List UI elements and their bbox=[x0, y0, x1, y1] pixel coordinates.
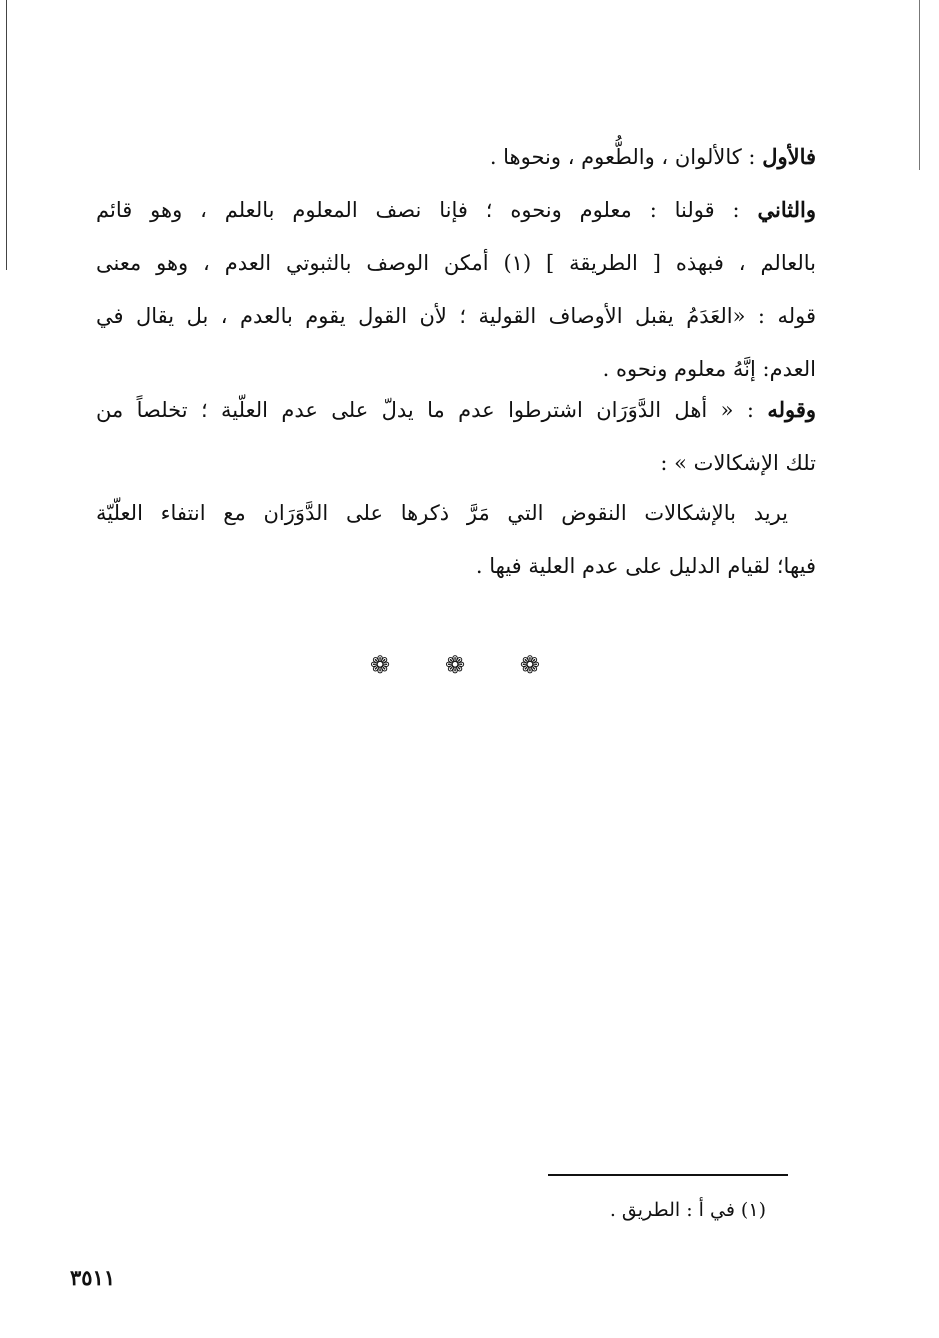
paragraph-line bbox=[96, 130, 816, 184]
paragraph-line: قوله : «العَدَمُ يقبل الأوصاف القولية ؛ لأن القول يقوم بالعدم ، بل يقال في bbox=[96, 304, 816, 328]
paragraph-line: فيها؛ لقيام الدليل على عدم العلية فيها . bbox=[475, 554, 816, 578]
line-text: : كالألوان ، والطُّعوم ، ونحوها . bbox=[489, 145, 756, 169]
paragraph-2 bbox=[96, 183, 816, 396]
paragraph-lead: والثاني bbox=[757, 197, 816, 222]
paragraph-line: بالعالم ، فبهذه [ الطريقة ] (١) أمكن الوصف بالثبوتي العدم ، وهو معنى bbox=[96, 251, 816, 275]
line-text: : « أهل الدَّوَرَان اشترطوا عدم ما يدلّ على عدم العلّية ؛ تخلصاً من bbox=[96, 398, 754, 422]
star-ornament-icon: ❁ bbox=[519, 651, 540, 679]
paragraph-line bbox=[96, 383, 816, 437]
page-number: ٣٥١١ bbox=[70, 1265, 116, 1290]
paragraph-lead: فالأول bbox=[762, 144, 816, 169]
footnote: (١) في أ : الطريق . bbox=[609, 1199, 766, 1221]
scan-left-edge bbox=[6, 0, 7, 270]
paragraph-4 bbox=[96, 487, 816, 593]
scan-right-edge bbox=[919, 0, 920, 170]
line-text: : قولنا : معلوم ونحوه ؛ فإنا نصف المعلوم بالعلم ، وهو قائم bbox=[96, 198, 740, 222]
paragraph-line: يريد بالإشكالات النقوض التي مَرَّ ذكرها على الدَّوَرَان مع انتفاء العلّيّة bbox=[96, 501, 788, 525]
paragraph-1 bbox=[96, 130, 816, 184]
paragraph-lead: وقوله bbox=[767, 397, 816, 422]
star-ornament-icon: ❁ bbox=[444, 651, 466, 679]
paragraph-3 bbox=[96, 383, 816, 490]
footnote-divider bbox=[548, 1174, 788, 1176]
paragraph-line: العدم: إنَّهُ معلوم ونحوه . bbox=[602, 357, 816, 381]
star-ornament-icon: ❁ bbox=[370, 651, 391, 679]
paragraph-line bbox=[96, 183, 816, 237]
paragraph-line: تلك الإشكالات » : bbox=[660, 451, 816, 475]
section-separator bbox=[370, 645, 540, 685]
